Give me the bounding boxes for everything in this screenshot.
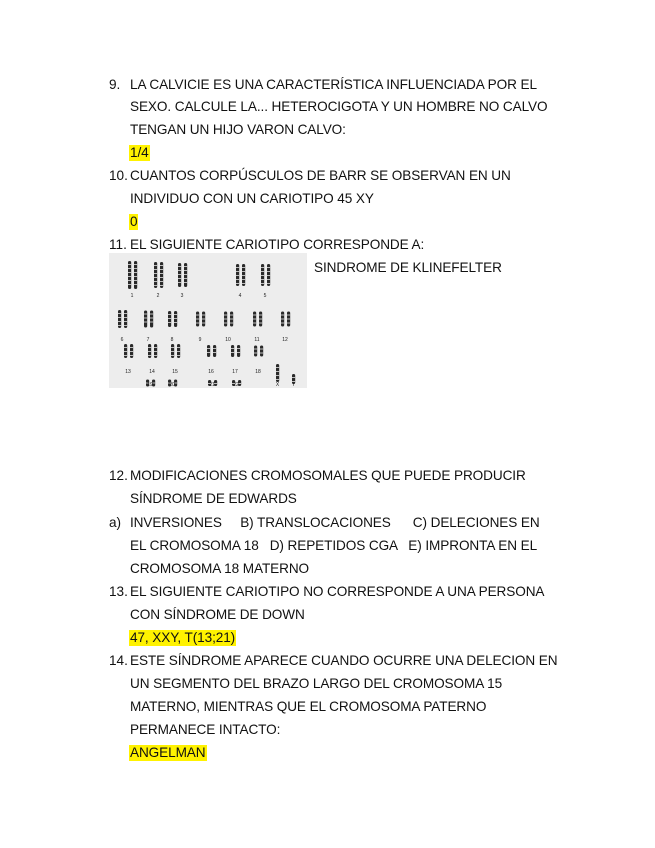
karyotype-label-13: 13	[125, 369, 131, 375]
chromosome-pair-14	[148, 344, 157, 358]
karyotype-label-6: 6	[120, 337, 124, 343]
question-12-line-1: MODIFICACIONES CROMOSOMALES QUE PUEDE PRODUCIR	[130, 468, 526, 483]
question-9-line-3: TENGAN UN HIJO VARON CALVO:	[130, 122, 346, 137]
karyotype-label-3: 3	[180, 293, 184, 299]
chromosome-pair-12	[281, 312, 290, 327]
chromosome-pair-5	[261, 264, 270, 286]
chromosome-pair-15	[171, 344, 180, 358]
karyotype-label-2: 2	[156, 293, 160, 299]
chromosome-pair-1	[128, 261, 137, 289]
chromosome-pair-8	[168, 311, 177, 327]
question-11-number: 11.	[109, 237, 127, 252]
question-10-line-2: INDIVIDUO CON UN CARIOTIPO 45 XY	[130, 191, 374, 206]
question-10-number: 10.	[109, 168, 128, 183]
chromosome-pair-X	[276, 364, 279, 382]
question-12-options-line-1: INVERSIONES B) TRANSLOCACIONES C) DELECIONES EN	[130, 515, 540, 530]
chromosome-pair-10	[224, 312, 233, 327]
chromosome-pair-18	[254, 346, 263, 357]
karyotype-label-4: 4	[238, 293, 242, 299]
karyotype-label-17: 17	[232, 369, 238, 375]
question-13-line-1: EL SIGUIENTE CARIOTIPO NO CORRESPONDE A UNA PERSONA	[130, 584, 545, 599]
chromosome-pair-13	[124, 344, 133, 358]
chromosome-pair-17	[231, 345, 240, 357]
karyotype-label-15: 15	[172, 369, 178, 375]
question-12-options-line-2: EL CROMOSOMA 18 D) REPETIDOS CGA E) IMPRONTA EN EL	[130, 538, 538, 553]
karyotype-label-X: X	[275, 382, 280, 388]
question-13-line-2: CON SÍNDROME DE DOWN	[130, 607, 305, 622]
karyotype-label-Y: Y	[291, 382, 296, 388]
chromosome-pair-7	[144, 311, 153, 328]
karyotype-label-1: 1	[130, 293, 134, 299]
karyotype-image	[109, 253, 307, 388]
chromosome-pair-16	[207, 345, 216, 357]
question-9-answer: 1/4	[130, 145, 149, 160]
chromosome-pair-9	[196, 312, 205, 327]
karyotype-label-19: 19	[147, 382, 153, 388]
question-12-option-marker: a)	[109, 515, 122, 530]
question-13-number: 13.	[109, 584, 128, 599]
karyotype-label-16: 16	[208, 369, 214, 375]
question-10-answer: 0	[130, 214, 138, 229]
karyotype-label-14: 14	[149, 369, 155, 375]
karyotype-label-5: 5	[263, 293, 267, 299]
karyotype-label-11: 11	[254, 337, 260, 343]
question-9-line-2: SEXO. CALCULE LA... HETEROCIGOTA Y UN HOMBRE NO CALVO	[130, 99, 548, 114]
karyotype-label-9: 9	[198, 337, 202, 343]
karyotype-label-18: 18	[255, 369, 261, 375]
question-12-options-line-3: CROMOSOMA 18 MATERNO	[130, 561, 310, 576]
question-11-answer: SINDROME DE KLINEFELTER	[314, 260, 502, 275]
chromosome-pair-6	[118, 310, 127, 328]
question-13-answer: 47, XXY, T(13;21)	[130, 630, 236, 645]
karyotype-label-21: 21	[209, 382, 215, 388]
karyotype-figure	[109, 253, 307, 388]
chromosome-pair-4	[236, 264, 245, 286]
question-14-number: 14.	[109, 653, 128, 668]
question-12-number: 12.	[109, 468, 128, 483]
chromosome-pair-11	[253, 312, 262, 327]
question-11-line-1: EL SIGUIENTE CARIOTIPO CORRESPONDE A:	[130, 237, 425, 252]
question-9-line-1: LA CALVICIE ES UNA CARACTERÍSTICA INFLUENCIADA POR EL	[130, 77, 537, 92]
karyotype-label-20: 20	[169, 382, 175, 388]
question-14-line-2: UN SEGMENTO DEL BRAZO LARGO DEL CROMOSOMA 15	[130, 676, 503, 691]
karyotype-label-22: 22	[233, 382, 239, 388]
chromosome-pair-2	[154, 262, 163, 288]
karyotype-label-8: 8	[170, 337, 174, 343]
question-10-line-1: CUANTOS CORPÚSCULOS DE BARR SE OBSERVAN EN UN	[130, 168, 511, 183]
question-14-answer: ANGELMAN	[130, 745, 206, 760]
karyotype-label-12: 12	[282, 337, 288, 343]
chromosome-pair-3	[178, 263, 187, 287]
question-14-line-4: PERMANECE INTACTO:	[130, 722, 281, 737]
question-14-line-1: ESTE SÍNDROME APARECE CUANDO OCURRE UNA DELECION EN	[130, 653, 558, 668]
karyotype-label-7: 7	[146, 337, 150, 343]
question-14-line-3: MATERNO, MIENTRAS QUE EL CROMOSOMA PATERNO	[130, 699, 487, 714]
question-9-number: 9.	[109, 77, 121, 92]
karyotype-label-10: 10	[225, 337, 231, 343]
question-12-line-2: SÍNDROME DE EDWARDS	[130, 491, 297, 506]
